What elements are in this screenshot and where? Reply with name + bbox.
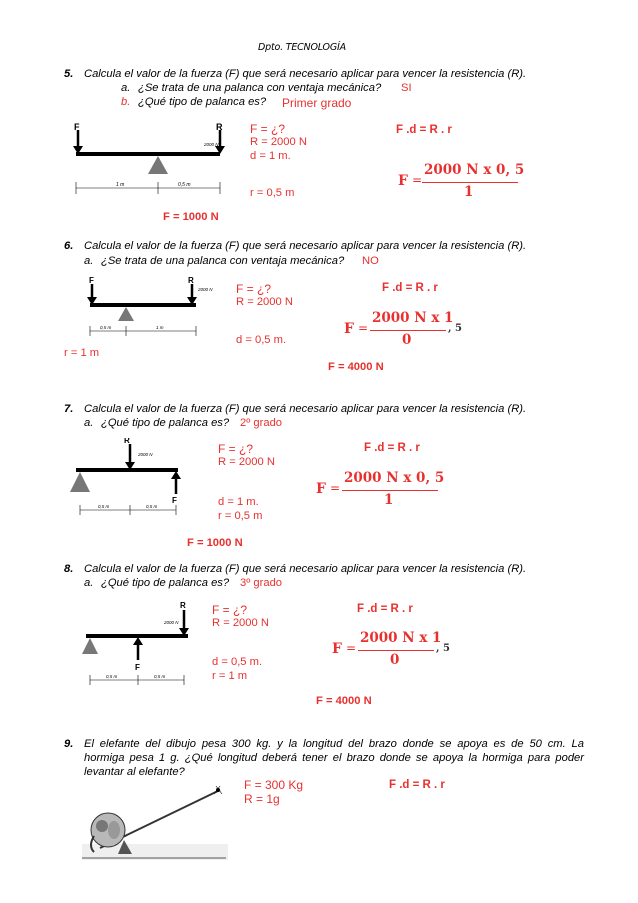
q7-number: 7. — [64, 403, 74, 415]
q5-lever-figure — [70, 118, 230, 198]
q8-fig-R: R — [180, 601, 186, 610]
q7-a-question: ¿Qué tipo de palanca es? — [101, 417, 230, 429]
q6-formula: F .d = R . r — [382, 282, 438, 294]
q5-frac-eq: = — [412, 173, 423, 187]
q7-fig-d2: 0,5 m — [146, 504, 158, 509]
q6-a-question: ¿Se trata de una palanca con ventaja mecánica? — [101, 255, 345, 267]
q7-fraction — [316, 470, 446, 510]
q7-fig-F: F — [172, 496, 177, 505]
q7-given-F: F = ¿? — [218, 442, 254, 456]
q9-given-R: R = 1g — [244, 792, 280, 806]
q9-line3: levantar al elefante? — [84, 766, 185, 778]
q8-frac-den: 0 — [390, 652, 400, 668]
q5-given-r: r = 0,5 m — [250, 187, 295, 199]
q8-a-label: a. — [84, 577, 94, 589]
q8-fig-d1: 0,5 m — [106, 674, 118, 679]
q7-lever-figure — [66, 438, 206, 518]
q6-frac-den: 0 — [402, 332, 412, 348]
q8-given-F: F = ¿? — [212, 603, 248, 617]
q8-lever-figure — [78, 598, 208, 688]
q8-fig-F: F — [135, 663, 140, 672]
q7-fig-d1: 0,5 m — [98, 504, 110, 509]
q5-number: 5. — [64, 68, 74, 80]
q6-fraction — [344, 310, 474, 350]
q5-b-question: ¿Qué tipo de palanca es? — [138, 96, 267, 108]
q5-a-answer: SI — [401, 82, 412, 94]
q6-a-answer: NO — [362, 255, 379, 267]
q7-frac-den: 1 — [384, 492, 394, 508]
q5-frac-den: 1 — [464, 184, 474, 200]
q6-frac-tail: , 5 — [448, 323, 462, 334]
q5-fig-load: 2000 N — [204, 142, 219, 147]
q6-fig-R: R — [188, 276, 194, 285]
q8-frac-lhs: F — [332, 641, 342, 657]
q7-formula: F .d = R . r — [364, 442, 420, 454]
q6-given-R: R = 2000 N — [236, 296, 293, 308]
q6-given-d: d = 0,5 m. — [236, 334, 287, 346]
q7-fig-load: 2000 N — [138, 452, 153, 457]
q8-fraction — [332, 630, 462, 670]
q5-fig-d1: 1 m — [116, 182, 125, 188]
q6-frac-eq: = — [358, 321, 369, 335]
q5-b-answer: Primer grado — [282, 96, 352, 110]
q6-frac-num: 2000 N x 1 — [372, 310, 454, 326]
q6-fig-F: F — [89, 276, 94, 285]
q8-given-r: r = 1 m — [212, 670, 248, 682]
q5-given-F: F = ¿? — [250, 122, 286, 136]
q7-frac-eq: = — [330, 481, 341, 495]
q6-text: Calcula el valor de la fuerza (F) que será necesario aplicar para vencer la resistencia (R). — [84, 240, 527, 252]
q5-a-question: ¿Se trata de una palanca con ventaja mecánica? — [138, 82, 382, 94]
q9-formula: F .d = R . r — [389, 779, 445, 791]
q5-formula: F .d = R . r — [396, 124, 452, 136]
q7-frac-num: 2000 N x 0, 5 — [344, 470, 445, 486]
q8-formula: F .d = R . r — [357, 603, 413, 615]
q5-fig-F: F — [74, 122, 80, 132]
q5-given-d: d = 1 m. — [250, 150, 291, 162]
q9-line2: hormiga pesa 1 g. ¿Qué longitud deberá tener el brazo donde se apoya la hormiga para poder — [84, 752, 584, 764]
q6-result: F = 4000 N — [328, 361, 384, 373]
q8-result: F = 4000 N — [316, 695, 372, 707]
q5-text: Calcula el valor de la fuerza (F) que será necesario aplicar para vencer la resistencia (R). — [84, 68, 527, 80]
q7-frac-lhs: F — [316, 481, 326, 497]
q6-given-F: F = ¿? — [236, 282, 272, 296]
q8-a-answer: 3º grado — [240, 577, 283, 589]
q6-fig-d1: 0,5 m — [100, 325, 112, 330]
q7-a-label: a. — [84, 417, 94, 429]
q8-number: 8. — [64, 563, 74, 575]
q7-text: Calcula el valor de la fuerza (F) que será necesario aplicar para vencer la resistencia (R). — [84, 403, 527, 415]
q6-frac-lhs: F — [344, 321, 354, 337]
q8-fig-load: 2000 N — [164, 620, 179, 625]
q5-frac-num: 2000 N x 0, 5 — [424, 162, 525, 178]
q6-fig-d2: 1 m — [156, 325, 164, 330]
q5-fig-R: R — [216, 122, 223, 132]
q6-given-r: r = 1 m — [64, 347, 100, 359]
q9-number: 9. — [64, 738, 74, 750]
q5-frac-lhs: F — [398, 173, 408, 189]
q5-given-R: R = 2000 N — [250, 136, 307, 148]
q9-elephant-lever-drawing — [80, 784, 230, 862]
q9-line1: El elefante del dibujo pesa 300 kg. y la longitud del brazo donde se apoya es de 50 cm. La — [84, 738, 584, 750]
q8-given-d: d = 0,5 m. — [212, 656, 263, 668]
page-header: Dpto. TECNOLOGÍA — [258, 42, 346, 53]
q5-b-label: b. — [121, 96, 131, 108]
q7-fig-R: R — [124, 438, 130, 445]
q7-given-d: d = 1 m. — [218, 496, 259, 508]
q8-frac-num: 2000 N x 1 — [360, 630, 442, 646]
q8-a-question: ¿Qué tipo de palanca es? — [101, 577, 230, 589]
q5-a-label: a. — [121, 82, 131, 94]
q7-given-R: R = 2000 N — [218, 456, 275, 468]
q7-result: F = 1000 N — [187, 537, 243, 549]
q5-fig-d2: 0,5 m — [178, 182, 191, 188]
q6-fig-load: 2000 N — [198, 287, 213, 292]
q8-fig-d2: 0,5 m — [154, 674, 166, 679]
q5-result: F = 1000 N — [163, 211, 219, 223]
q7-given-r: r = 0,5 m — [218, 510, 263, 522]
q5-fraction — [398, 162, 528, 202]
q8-text: Calcula el valor de la fuerza (F) que será necesario aplicar para vencer la resistencia (R). — [84, 563, 527, 575]
q6-number: 6. — [64, 240, 74, 252]
q9-given-F: F = 300 Kg — [244, 778, 304, 792]
q7-a-answer: 2º grado — [240, 417, 283, 429]
q8-given-R: R = 2000 N — [212, 617, 269, 629]
q8-frac-eq: = — [346, 641, 357, 655]
q6-a-label: a. — [84, 255, 94, 267]
q6-lever-figure — [86, 275, 216, 337]
q8-frac-tail: , 5 — [436, 643, 450, 654]
